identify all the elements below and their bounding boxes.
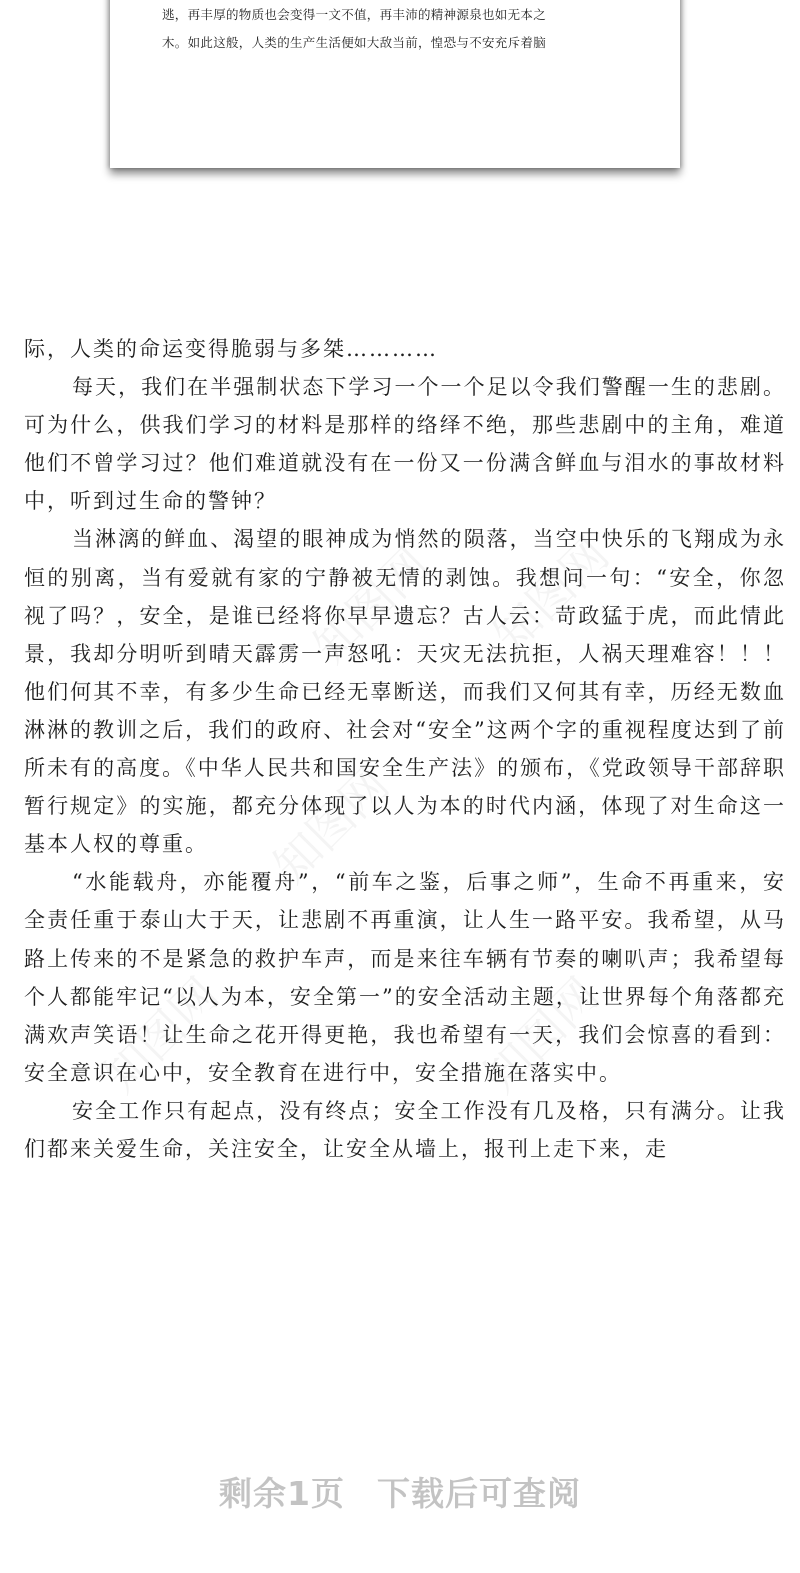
watermark: 知图网 xyxy=(93,967,230,1104)
paragraph-continuation: 际，人类的命运变得脆弱与多桀………… xyxy=(24,337,438,361)
watermark: 知图网 xyxy=(263,757,400,894)
watermark: 知图网 xyxy=(303,537,440,674)
remaining-pages-label: 剩余1页 xyxy=(219,1474,345,1513)
paragraph: 当淋漓的鲜血、渴望的眼神成为悄然的陨落，当空中快乐的飞翔成为永恒的别离，当有爱就有家的宁静被无情的剥蚀。我想问一句：“安全，你忽视了吗？，安全，是谁已经将你早早遗忘？古人云：苛政猛于虎，而此情此景，我却分明听到晴天霹雳一声怒吼：天灾无法抗拒，人祸天理难容！！！他们何其不幸，有多少生命已经无辜断送，而我们又何其有幸，历经无数血淋淋的教训之后，我们的政府、社会对“安全”这两个字的重视程度达到了前所未有的高度。《中华人民共和国安全生产法》的颁布，《党政领导干部辞职暂行规定》的实施，都充分体现了以人为本的时代内涵，体现了对生命这一基本人权的尊重。 xyxy=(24,527,786,857)
preview-text-line: 木。如此这般，人类的生产生活便如大敌当前，惶恐与不安充斥着脑 xyxy=(162,35,547,50)
paragraph: “水能载舟，亦能覆舟”，“前车之鉴，后事之师”，生命不再重来，安全责任重于泰山大于天，让悲剧不再重演，让人生一路平安。我希望，从马路上传来的不是紧急的救护车声，而是来往车辆有节奏的喇叭声；我希望每个人都能牢记“以人为本，安全第一”的安全活动主题，让世界每个角落都充满欢声笑语！让生命之花开得更艳，我也希望有一天，我们会惊喜的看到：安全意识在心中，安全教育在进行中，安全措施在落实中。 xyxy=(24,870,786,1085)
paragraph: 每天，我们在半强制状态下学习一个一个足以令我们警醒一生的悲剧。可为什么，供我们学习的材料是那样的络绎不绝，那些悲剧中的主角，难道他们不曾学习过？他们难道就没有在一份又一份满含鲜血与泪水的事故材料中，听到过生命的警钟？ xyxy=(24,375,786,514)
previous-page-preview xyxy=(110,0,680,168)
watermark: 知图网 xyxy=(483,527,620,664)
paragraph: 安全工作只有起点，没有终点；安全工作没有几及格，只有满分。让我们都来关爱生命，关注安全，让安全从墙上，报刊上走下来，走 xyxy=(24,1098,786,1161)
watermark: 知图网 xyxy=(473,967,610,1104)
preview-text-line: 逃，再丰厚的物质也会变得一文不值，再丰沛的精神源泉也如无本之 xyxy=(162,7,547,22)
document-body xyxy=(24,330,786,1168)
download-notice[interactable] xyxy=(0,1468,800,1515)
download-to-read-label: 下载后可查阅 xyxy=(376,1474,581,1513)
